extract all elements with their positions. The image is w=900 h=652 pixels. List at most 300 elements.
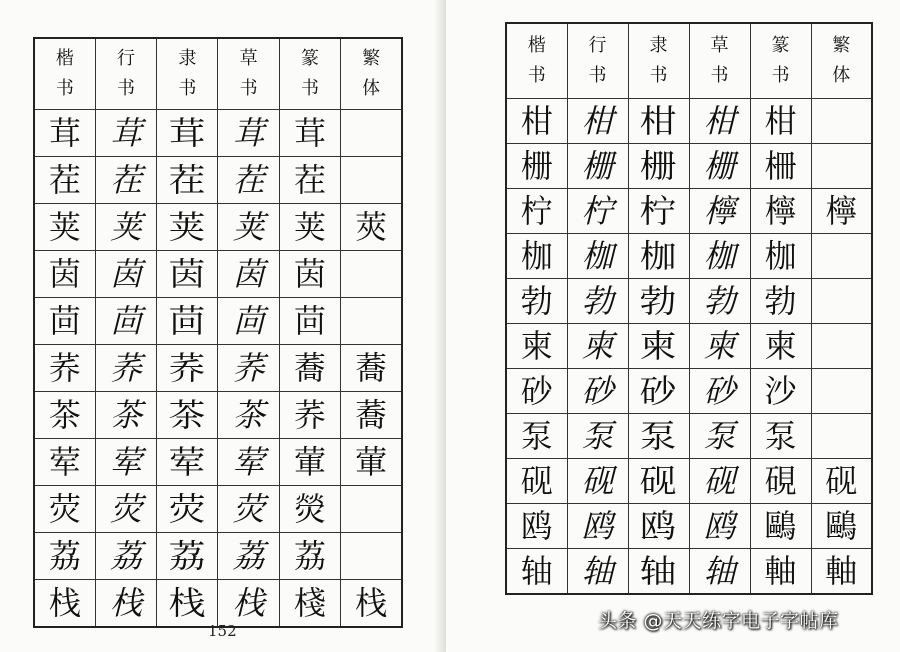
character-glyph: 荤 <box>48 443 81 481</box>
table-row <box>34 580 402 628</box>
character-cell <box>750 99 811 144</box>
character-glyph: 茸 <box>48 114 81 152</box>
character-cell <box>341 392 402 439</box>
column-header-char: 隶 <box>178 48 197 69</box>
table-row <box>506 279 872 324</box>
character-cell <box>628 189 689 234</box>
character-cell <box>95 345 156 392</box>
character-cell <box>567 99 628 144</box>
character-cell <box>506 144 567 189</box>
left-table-body <box>34 110 402 628</box>
character-cell <box>157 251 218 298</box>
character-cell <box>689 504 750 549</box>
column-header <box>750 23 811 99</box>
character-cell <box>567 414 628 459</box>
character-glyph: 蕎 <box>355 349 388 387</box>
character-cell <box>341 204 402 251</box>
character-glyph: 砚 <box>703 463 736 499</box>
character-cell <box>341 298 402 345</box>
character-glyph: 茵 <box>232 256 265 292</box>
character-glyph: 茸 <box>109 114 142 152</box>
character-cell <box>811 459 872 504</box>
character-glyph: 泵 <box>703 418 736 454</box>
column-header-char: 体 <box>362 78 381 99</box>
table-row <box>34 439 402 486</box>
column-header <box>341 38 402 110</box>
character-cell <box>341 345 402 392</box>
character-cell <box>279 392 340 439</box>
character-glyph: 柬 <box>703 328 736 364</box>
table-row <box>34 392 402 439</box>
column-header-char: 行 <box>116 48 135 69</box>
character-glyph: 硯 <box>764 462 797 500</box>
table-row <box>506 369 872 414</box>
character-glyph: 茵 <box>168 255 206 293</box>
character-cell <box>811 99 872 144</box>
right-table-body <box>506 99 872 595</box>
character-glyph: 荔 <box>48 537 81 575</box>
character-cell <box>567 369 628 414</box>
column-header-char: 楷 <box>527 35 546 56</box>
column-header-char: 繁 <box>832 35 851 56</box>
character-cell <box>34 204 95 251</box>
character-glyph: 砚 <box>520 462 553 500</box>
character-cell <box>811 549 872 595</box>
character-cell <box>811 144 872 189</box>
character-cell <box>750 369 811 414</box>
character-cell <box>34 533 95 580</box>
character-cell <box>689 369 750 414</box>
column-header-char: 书 <box>55 78 74 99</box>
character-glyph: 荧 <box>168 490 206 528</box>
column-header-char: 书 <box>649 65 668 86</box>
character-cell <box>34 392 95 439</box>
character-cell <box>689 144 750 189</box>
character-glyph: 柑 <box>520 102 553 140</box>
character-cell <box>506 459 567 504</box>
character-cell <box>750 459 811 504</box>
character-cell <box>811 234 872 279</box>
right-header-row <box>506 23 872 99</box>
character-cell <box>218 298 279 345</box>
character-cell <box>279 251 340 298</box>
character-cell <box>95 298 156 345</box>
character-cell <box>279 157 340 204</box>
character-glyph: 勃 <box>703 283 736 319</box>
character-glyph: 荞 <box>109 349 142 387</box>
table-row <box>506 234 872 279</box>
character-glyph: 勃 <box>764 282 797 320</box>
character-glyph: 茬 <box>232 162 265 198</box>
character-glyph: 勃 <box>581 282 614 320</box>
column-header-char: 书 <box>588 65 607 86</box>
character-cell <box>689 459 750 504</box>
character-glyph: 沙 <box>764 372 797 410</box>
character-glyph: 枷 <box>640 237 677 275</box>
character-cell <box>506 549 567 595</box>
character-cell <box>341 533 402 580</box>
character-glyph: 砂 <box>640 372 677 410</box>
character-glyph: 砚 <box>640 462 677 500</box>
character-glyph: 鸥 <box>581 507 614 545</box>
character-glyph: 檸 <box>825 192 858 230</box>
character-glyph: 轴 <box>640 552 677 590</box>
character-glyph: 砂 <box>520 372 553 410</box>
character-glyph: 荚 <box>109 208 142 246</box>
table-row <box>34 251 402 298</box>
character-glyph: 檸 <box>703 193 736 229</box>
table-row <box>506 414 872 459</box>
character-cell <box>218 392 279 439</box>
column-header <box>157 38 218 110</box>
character-cell <box>157 204 218 251</box>
character-cell <box>689 414 750 459</box>
character-glyph: 莢 <box>355 208 388 246</box>
column-header-char: 草 <box>710 35 729 56</box>
column-header-char: 体 <box>832 65 851 86</box>
character-glyph: 葷 <box>355 443 388 481</box>
character-glyph: 荚 <box>232 209 265 245</box>
character-cell <box>279 110 340 157</box>
character-cell <box>279 439 340 486</box>
column-header-char: 书 <box>300 78 319 99</box>
character-cell <box>567 279 628 324</box>
character-cell <box>218 439 279 486</box>
character-glyph: 茵 <box>48 255 81 293</box>
character-cell <box>341 486 402 533</box>
character-glyph: 荞 <box>232 350 265 386</box>
column-header-char: 行 <box>588 35 607 56</box>
column-header-char: 书 <box>527 65 546 86</box>
character-glyph: 荔 <box>232 538 265 574</box>
character-cell <box>157 392 218 439</box>
character-cell <box>95 392 156 439</box>
character-cell <box>567 234 628 279</box>
character-glyph: 柑 <box>764 102 797 140</box>
character-glyph: 柑 <box>703 103 736 139</box>
character-glyph: 泵 <box>640 417 677 455</box>
column-header <box>811 23 872 99</box>
table-row <box>34 345 402 392</box>
character-glyph: 柬 <box>520 327 553 365</box>
character-cell <box>750 414 811 459</box>
character-cell <box>157 345 218 392</box>
column-header <box>34 38 95 110</box>
character-cell <box>341 251 402 298</box>
character-cell <box>628 504 689 549</box>
character-glyph: 荧 <box>109 490 142 528</box>
column-header <box>279 38 340 110</box>
character-cell <box>95 533 156 580</box>
character-glyph: 鸥 <box>703 508 736 544</box>
character-cell <box>750 549 811 595</box>
character-cell <box>811 504 872 549</box>
character-cell <box>341 439 402 486</box>
character-cell <box>157 157 218 204</box>
watermark-text: 头条 @天天练字电子字帖库 <box>598 610 839 632</box>
table-row <box>506 549 872 595</box>
character-glyph: 茵 <box>109 255 142 293</box>
character-glyph: 荤 <box>232 444 265 480</box>
character-glyph: 栈 <box>355 584 388 622</box>
character-cell <box>689 189 750 234</box>
column-header-char: 楷 <box>55 48 74 69</box>
character-glyph: 茴 <box>232 303 265 339</box>
character-cell <box>279 298 340 345</box>
character-glyph: 枷 <box>520 237 553 275</box>
character-glyph: 荤 <box>168 443 206 481</box>
character-cell <box>689 549 750 595</box>
character-glyph: 砂 <box>581 372 614 410</box>
character-cell <box>157 439 218 486</box>
character-cell <box>157 298 218 345</box>
table-row <box>506 324 872 369</box>
character-glyph: 枷 <box>581 237 614 275</box>
character-glyph: 鷗 <box>764 507 797 545</box>
character-glyph: 柬 <box>581 327 614 365</box>
character-glyph: 栅 <box>640 147 677 185</box>
character-glyph: 柬 <box>640 327 677 365</box>
character-glyph: 轴 <box>581 552 614 590</box>
character-cell <box>628 369 689 414</box>
character-cell <box>506 369 567 414</box>
character-glyph: 栈 <box>48 584 81 622</box>
character-glyph: 茴 <box>293 302 326 340</box>
table-row <box>506 144 872 189</box>
character-cell <box>95 110 156 157</box>
character-glyph: 栅 <box>520 147 553 185</box>
table-row <box>34 110 402 157</box>
character-glyph: 葷 <box>293 443 326 481</box>
character-cell <box>750 504 811 549</box>
character-cell <box>689 279 750 324</box>
column-header <box>567 23 628 99</box>
character-cell <box>811 189 872 234</box>
character-glyph: 鷗 <box>825 507 858 545</box>
character-glyph: 檸 <box>764 192 797 230</box>
character-glyph: 泵 <box>520 417 553 455</box>
character-glyph: 茶 <box>48 396 81 434</box>
character-cell <box>628 234 689 279</box>
character-glyph: 蕎 <box>293 349 326 387</box>
character-cell <box>628 549 689 595</box>
column-header <box>628 23 689 99</box>
character-glyph: 枷 <box>703 238 736 274</box>
character-glyph: 荔 <box>293 537 326 575</box>
character-glyph: 柠 <box>520 192 553 230</box>
character-cell <box>506 279 567 324</box>
character-cell <box>279 580 340 628</box>
column-header <box>95 38 156 110</box>
right-calligraphy-table <box>505 22 873 595</box>
table-row <box>34 204 402 251</box>
character-cell <box>95 439 156 486</box>
table-row <box>34 157 402 204</box>
character-cell <box>811 279 872 324</box>
character-cell <box>506 234 567 279</box>
table-row <box>506 189 872 234</box>
character-glyph: 蕎 <box>355 396 388 434</box>
character-glyph: 茸 <box>293 114 326 152</box>
table-row <box>506 504 872 549</box>
character-cell <box>750 324 811 369</box>
left-page <box>0 0 446 652</box>
character-cell <box>567 324 628 369</box>
character-glyph: 泵 <box>764 417 797 455</box>
character-cell <box>506 324 567 369</box>
character-glyph: 荤 <box>109 443 142 481</box>
character-cell <box>218 580 279 628</box>
character-cell <box>567 549 628 595</box>
character-cell <box>628 279 689 324</box>
column-header-char: 隶 <box>649 35 668 56</box>
character-cell <box>218 486 279 533</box>
character-cell <box>279 204 340 251</box>
character-glyph: 砚 <box>825 462 858 500</box>
character-cell <box>628 414 689 459</box>
character-cell <box>34 110 95 157</box>
character-glyph: 栅 <box>581 147 614 185</box>
character-glyph: 柠 <box>581 192 614 230</box>
character-glyph: 柑 <box>581 102 614 140</box>
character-cell <box>279 533 340 580</box>
column-header-char: 书 <box>710 65 729 86</box>
character-cell <box>95 204 156 251</box>
character-cell <box>34 345 95 392</box>
character-cell <box>34 157 95 204</box>
character-glyph: 茴 <box>109 302 142 340</box>
character-glyph: 柑 <box>640 102 677 140</box>
character-glyph: 柠 <box>640 192 677 230</box>
character-glyph: 勃 <box>640 282 677 320</box>
character-glyph: 枷 <box>764 237 797 275</box>
character-cell <box>567 459 628 504</box>
character-glyph: 勃 <box>520 282 553 320</box>
column-header-char: 书 <box>178 78 197 99</box>
column-header-char: 草 <box>239 48 258 69</box>
character-glyph: 荚 <box>168 208 206 246</box>
character-cell <box>506 189 567 234</box>
character-glyph: 荞 <box>293 396 326 434</box>
character-cell <box>34 439 95 486</box>
character-cell <box>95 251 156 298</box>
character-glyph: 熒 <box>293 490 326 528</box>
character-glyph: 茶 <box>232 397 265 433</box>
character-glyph: 軸 <box>764 552 797 590</box>
character-cell <box>218 251 279 298</box>
character-glyph: 轴 <box>520 552 553 590</box>
character-cell <box>750 279 811 324</box>
column-header <box>689 23 750 99</box>
character-cell <box>218 157 279 204</box>
column-header <box>218 38 279 110</box>
character-glyph: 荔 <box>109 537 142 575</box>
character-glyph: 柬 <box>764 327 797 365</box>
column-header-char: 繁 <box>362 48 381 69</box>
character-cell <box>628 324 689 369</box>
character-cell <box>750 144 811 189</box>
character-cell <box>341 110 402 157</box>
character-glyph: 荚 <box>48 208 81 246</box>
column-header-char: 篆 <box>771 35 790 56</box>
character-glyph: 茴 <box>48 302 81 340</box>
character-cell <box>689 99 750 144</box>
character-glyph: 茬 <box>48 161 81 199</box>
character-glyph: 茶 <box>168 396 206 434</box>
character-cell <box>628 99 689 144</box>
character-cell <box>567 144 628 189</box>
character-glyph: 荔 <box>168 537 206 575</box>
character-glyph: 茴 <box>168 302 206 340</box>
table-row <box>34 298 402 345</box>
character-glyph: 柵 <box>764 147 797 185</box>
table-row <box>506 99 872 144</box>
character-cell <box>218 204 279 251</box>
character-cell <box>341 157 402 204</box>
character-cell <box>95 580 156 628</box>
character-cell <box>750 234 811 279</box>
character-cell <box>811 414 872 459</box>
character-cell <box>811 369 872 414</box>
character-cell <box>279 486 340 533</box>
column-header <box>506 23 567 99</box>
table-row <box>34 486 402 533</box>
character-glyph: 荧 <box>232 491 265 527</box>
character-cell <box>157 533 218 580</box>
table-row <box>34 533 402 580</box>
character-cell <box>218 110 279 157</box>
character-cell <box>506 99 567 144</box>
character-glyph: 茸 <box>232 115 265 151</box>
column-header-char: 书 <box>116 78 135 99</box>
character-cell <box>34 298 95 345</box>
character-glyph: 荞 <box>168 349 206 387</box>
character-cell <box>567 504 628 549</box>
character-cell <box>506 414 567 459</box>
character-glyph: 茶 <box>109 396 142 434</box>
character-cell <box>506 504 567 549</box>
left-calligraphy-table <box>33 37 403 628</box>
character-cell <box>279 345 340 392</box>
character-glyph: 茬 <box>109 161 142 199</box>
character-glyph: 茸 <box>168 114 206 152</box>
character-glyph: 荚 <box>293 208 326 246</box>
character-glyph: 泵 <box>581 417 614 455</box>
character-glyph: 茬 <box>293 161 326 199</box>
character-glyph: 鸥 <box>640 507 677 545</box>
character-glyph: 軸 <box>825 552 858 590</box>
character-cell <box>157 580 218 628</box>
page-number: 152 <box>208 622 237 640</box>
character-cell <box>157 110 218 157</box>
character-glyph: 茵 <box>293 255 326 293</box>
character-glyph: 鸥 <box>520 507 553 545</box>
character-cell <box>218 533 279 580</box>
character-cell <box>95 486 156 533</box>
character-glyph: 棧 <box>293 584 326 622</box>
character-glyph: 栈 <box>232 585 265 621</box>
character-glyph: 栈 <box>168 584 206 622</box>
character-cell <box>218 345 279 392</box>
left-header-row <box>34 38 402 110</box>
character-cell <box>157 486 218 533</box>
character-glyph: 栈 <box>109 584 142 622</box>
character-cell <box>34 486 95 533</box>
character-cell <box>95 157 156 204</box>
character-glyph: 轴 <box>703 553 736 589</box>
character-cell <box>689 324 750 369</box>
character-cell <box>34 251 95 298</box>
